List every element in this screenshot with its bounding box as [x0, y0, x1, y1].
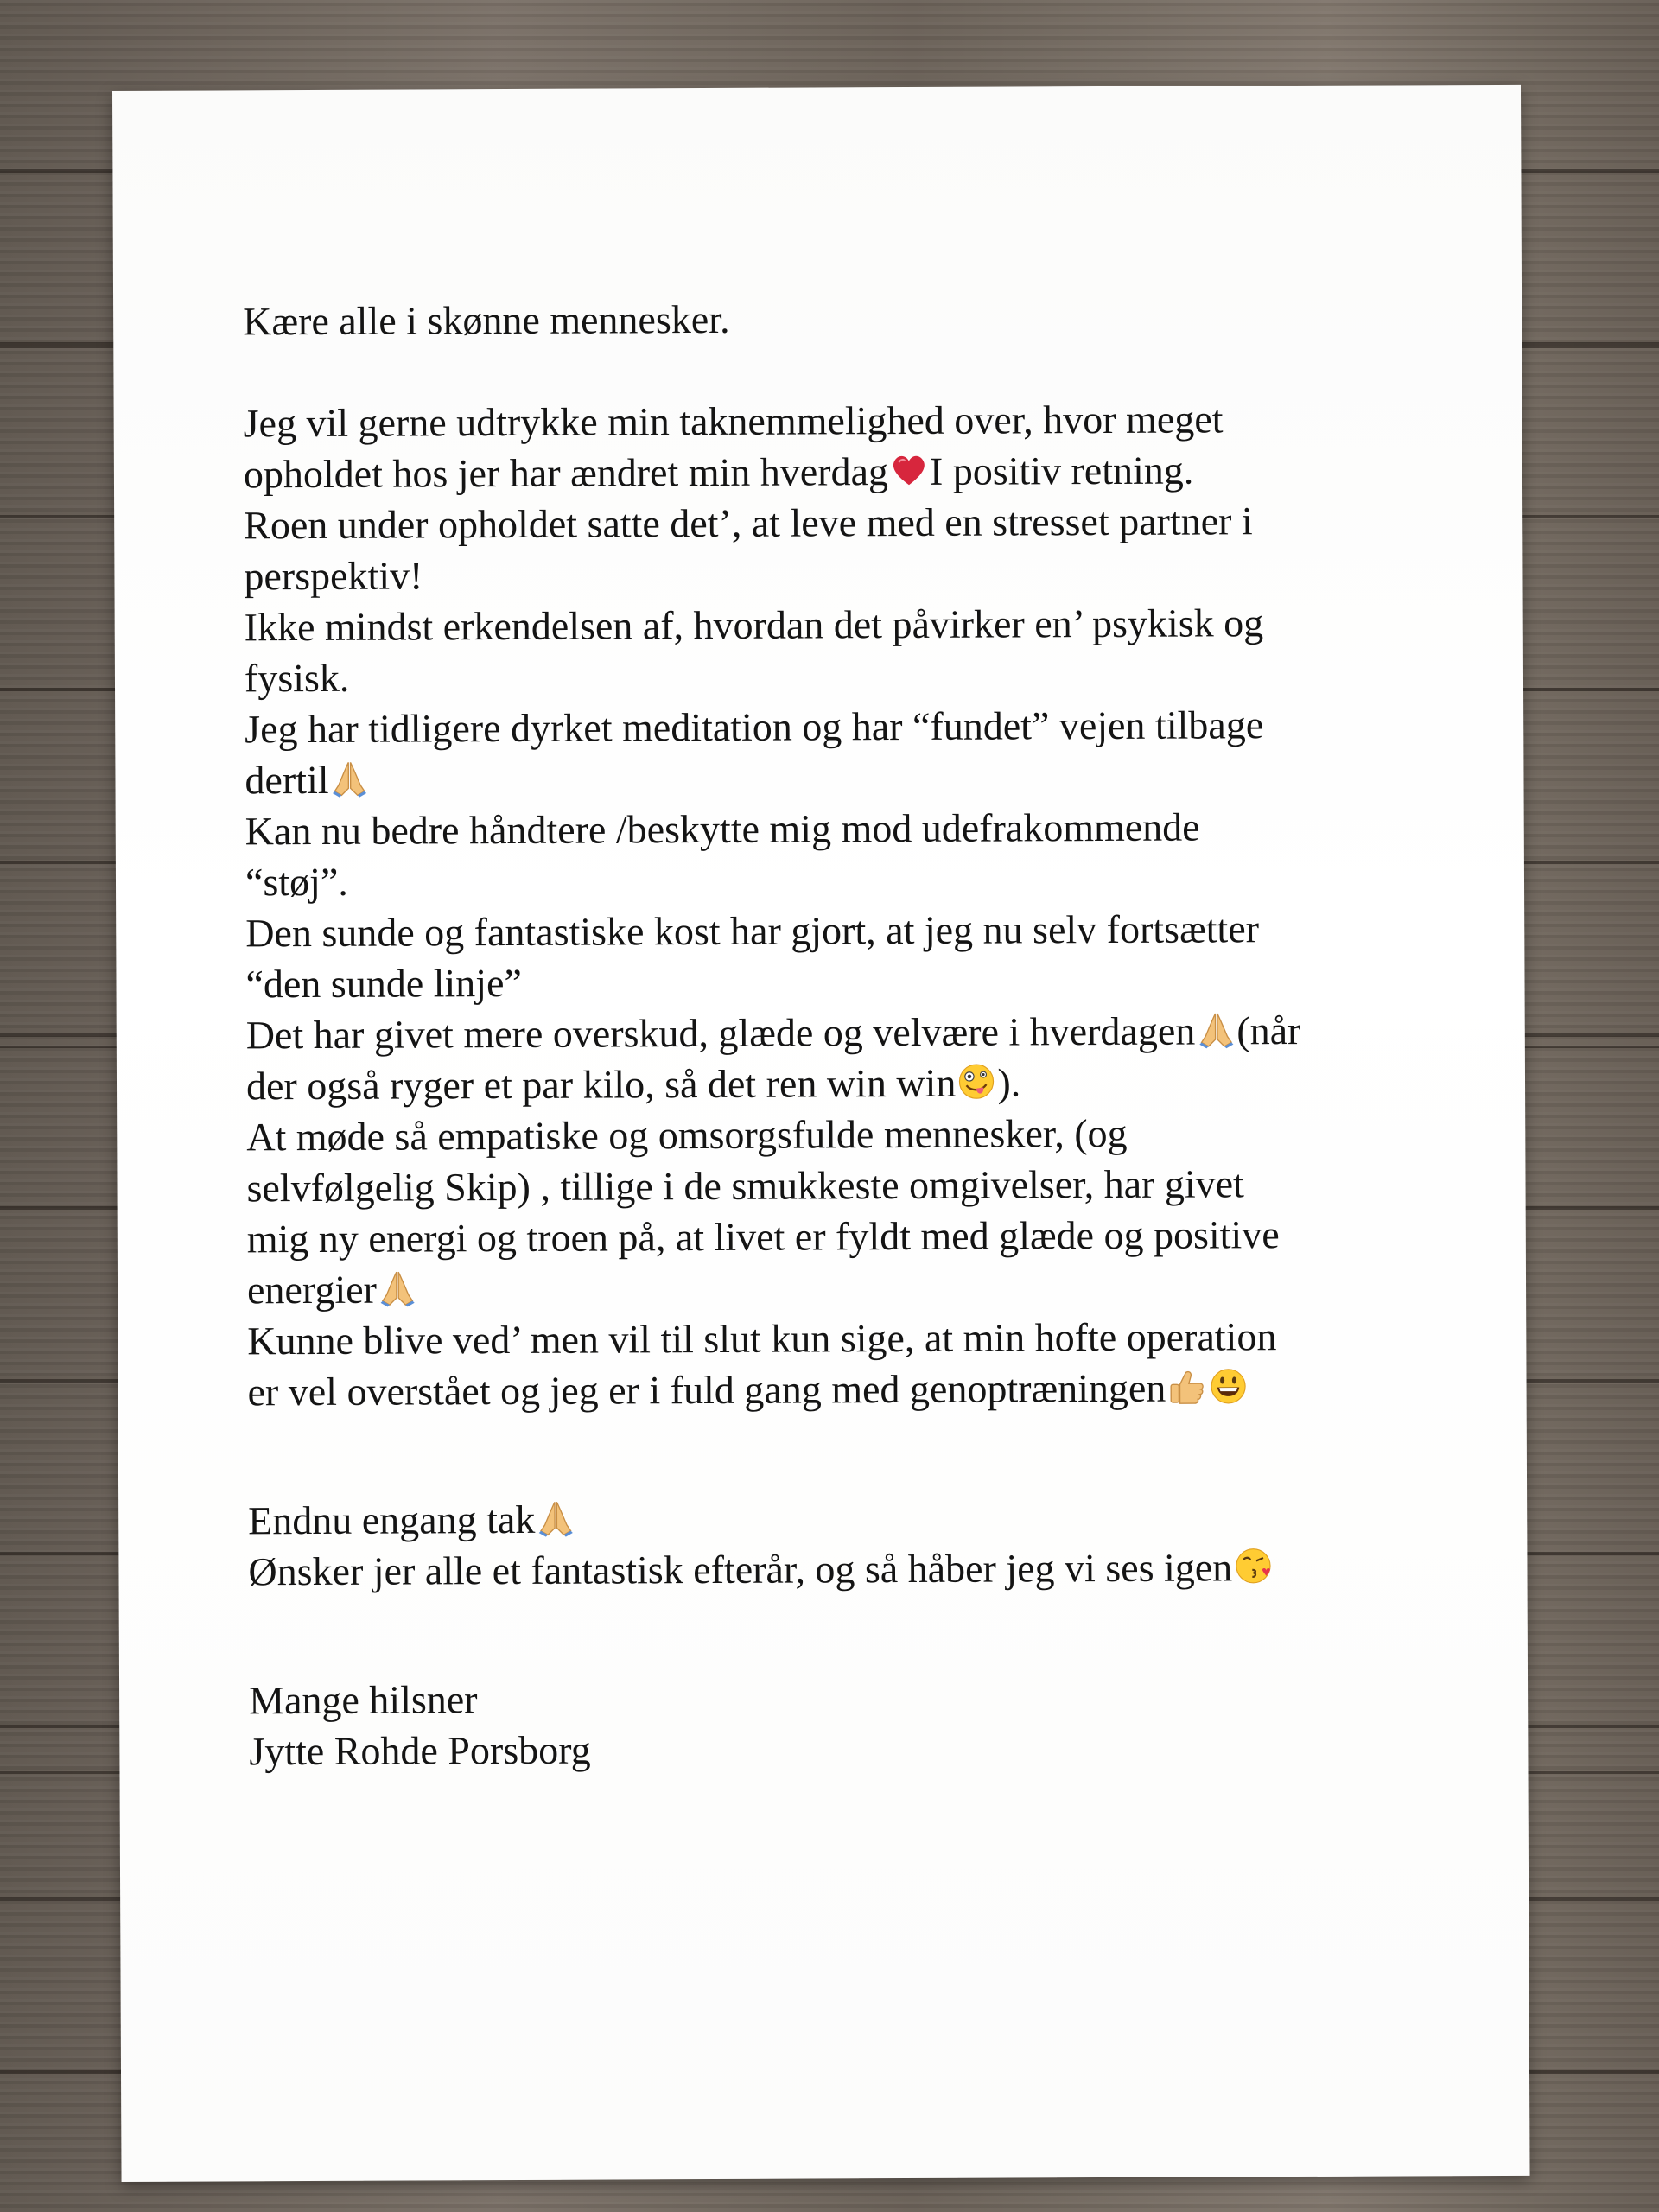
letter-text: opholdet hos jer har ændret min hverdag — [243, 449, 889, 497]
letter-line: At møde så empatiske og omsorgsfulde mennesker, (og — [246, 1110, 1128, 1160]
letter-line: Kan nu bedre håndtere /beskytte mig mod udefrakommende — [245, 804, 1200, 854]
heart-icon — [889, 450, 929, 490]
letter-line: Kunne blive ved’ men vil til slut kun sige, at min hofte operation — [247, 1314, 1277, 1363]
praying-hands-icon — [536, 1498, 575, 1538]
thumbs-up-icon — [1166, 1366, 1206, 1406]
paper-sheet — [112, 85, 1530, 2182]
letter-text: ). — [997, 1060, 1021, 1105]
praying-hands-icon — [378, 1268, 417, 1307]
letter-line: “støj”. — [245, 859, 348, 905]
letter-line — [244, 443, 1453, 499]
letter-text: er vel overstået og jeg er i fuld gang med genoptræningen — [247, 1365, 1166, 1414]
letter-line: selvfølgelig Skip) , tillige i de smukkeste omgivelser, har givet — [246, 1161, 1244, 1211]
letter-text: Endnu engang tak — [248, 1497, 536, 1543]
paragraph-gap — [248, 1412, 1458, 1495]
letter-line: Roen under opholdet satte det’, at leve med en stresset partner i — [244, 499, 1253, 548]
letter-text: I positiv retning. — [929, 448, 1194, 493]
letter-text: Ønsker jer alle et fantastisk efterår, og så håber jeg vi ses igen — [248, 1545, 1233, 1594]
letter-line: “den sunde linje” — [245, 960, 522, 1007]
letter-line — [246, 1055, 1456, 1111]
letter-text: dertil — [245, 757, 329, 803]
kissing-face-icon — [1233, 1546, 1273, 1586]
letter-text: Det har givet mere overskud, glæde og velvære i hverdagen — [245, 1008, 1196, 1058]
letter-line: perspektiv! — [244, 553, 423, 599]
letter-line: Jeg har tidligere dyrket meditation og har “fundet” vejen tilbage — [245, 702, 1264, 752]
letter-line: mig ny energi og troen på, at livet er fyldt med glæde og positive — [246, 1212, 1280, 1262]
letter-text: der også ryger et par kilo, så det ren win win — [245, 1060, 957, 1109]
letter-body — [243, 290, 1459, 1777]
salutation: Kære alle i skønne mennesker. — [243, 296, 730, 344]
letter-line: Den sunde og fantastiske kost har gjort, at jeg nu selv fortsætter — [245, 906, 1260, 956]
letter-line — [247, 1259, 1457, 1315]
signoff: Mange hilsner — [249, 1677, 478, 1723]
letter-line — [248, 1541, 1458, 1597]
letter-line: Ikke mindst erkendelsen af, hvordan det påvirker en’ psykisk og — [244, 601, 1264, 650]
praying-hands-icon — [329, 759, 369, 798]
letter-line: fysisk. — [244, 655, 350, 701]
letter-line — [247, 1361, 1457, 1417]
letter-text: (når — [1236, 1008, 1301, 1053]
letter-line: Jeg vil gerne udtrykke min taknemmelighed over, hvor meget — [243, 397, 1224, 446]
zany-face-icon — [957, 1062, 996, 1102]
letter-text: energier — [246, 1267, 378, 1313]
paragraph-gap — [249, 1592, 1459, 1675]
signature-name: Jytte Rohde Porsborg — [249, 1727, 591, 1774]
letter-line — [246, 1004, 1456, 1060]
letter-line — [245, 749, 1454, 805]
praying-hands-icon — [1196, 1009, 1236, 1049]
paragraph-gap — [243, 341, 1452, 397]
letter-line — [248, 1490, 1458, 1546]
grinning-face-icon — [1208, 1366, 1248, 1406]
